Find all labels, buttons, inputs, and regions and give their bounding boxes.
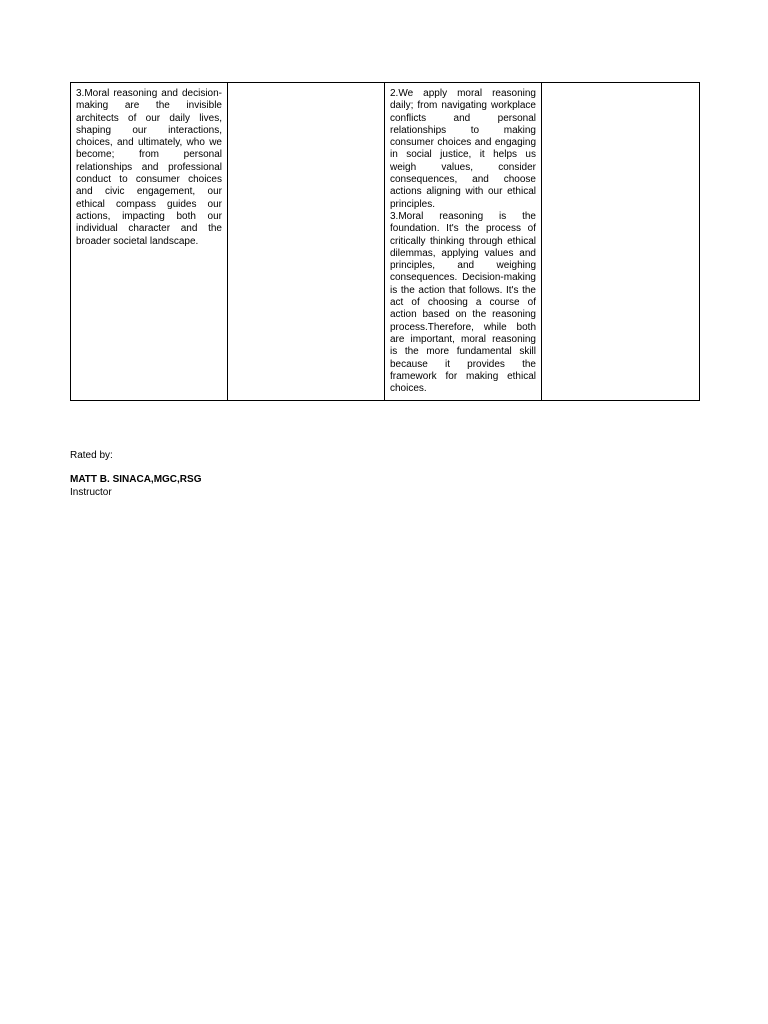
- signer-name: MATT B. SINACA,MGC,RSG: [70, 474, 202, 485]
- table-cell-col4: [542, 83, 700, 401]
- cell-text-paragraph-1: 2.We apply moral reasoning daily; from navigating workplace conflicts and personal relationships to making consumer choices and engaging in social justice, it helps us weigh values, consider consequences, and choose actions aligning with our ethical principles.: [390, 88, 536, 210]
- rated-by-label: Rated by:: [70, 450, 113, 461]
- table-row: [71, 83, 700, 401]
- table-cell-col1: [71, 83, 228, 401]
- signer-title: Instructor: [70, 486, 112, 498]
- table-cell-col2: [228, 83, 385, 401]
- cell-text: 3.Moral reasoning and decision-making are the invisible architects of our daily lives, shaping our interactions, choices, and ultimately, who we become; from personal relationships and professional conduct to consumer choices and civic engagement, our ethical compass guides our actions, impacting both our individual character and the broader societal landscape.: [76, 88, 222, 247]
- table-cell-col3: [385, 83, 542, 401]
- response-table: [70, 82, 700, 401]
- signature-block: [70, 474, 201, 499]
- cell-text-paragraph-2: 3.Moral reasoning is the foundation. It's the process of critically thinking through ethical dilemmas, applying values and principles, and weighing consequences. Decision-making is the action that follows. It's the act of choosing a course of action based on the reasoning process.Therefore, while both are important, moral reasoning is the more fundamental skill because it provides the framework for making ethical choices.: [390, 210, 536, 395]
